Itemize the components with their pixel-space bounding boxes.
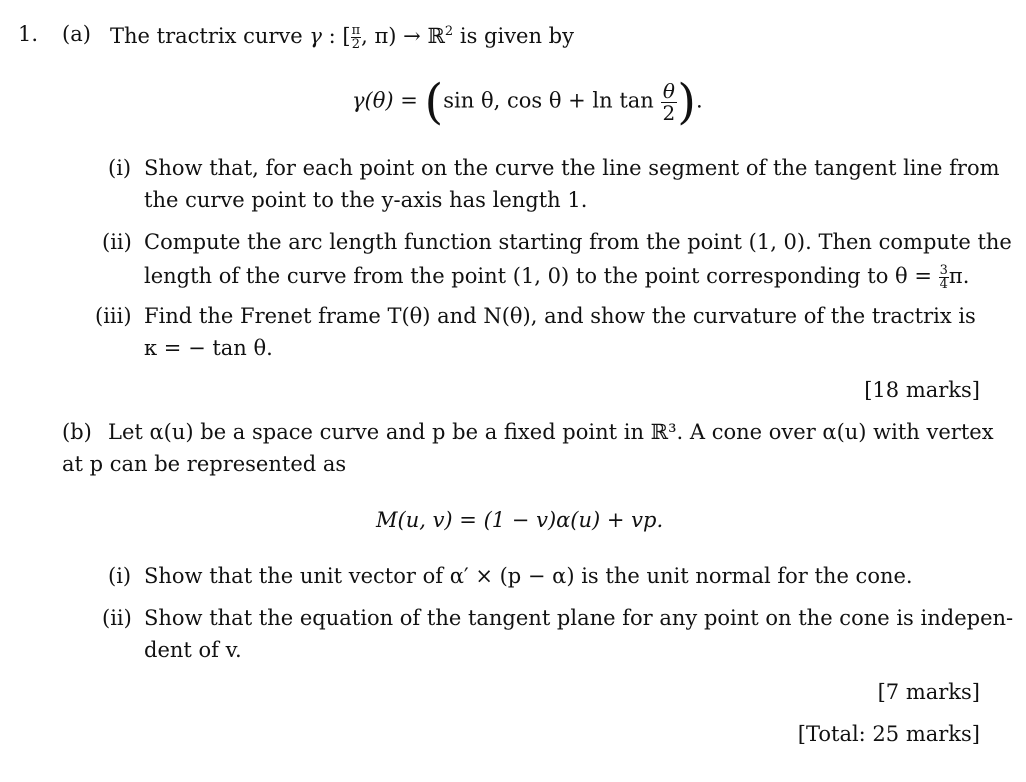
part-b-line1: Let α(u) be a space curve and p be a fixed point in ℝ³. A cone over α(u) with vertex bbox=[108, 420, 994, 444]
formula-lhs: γ(θ) = bbox=[352, 88, 418, 113]
part-b-label: (b) bbox=[62, 420, 92, 444]
part-a-sub-iii-line1: Find the Frenet frame T(θ) and N(θ), and show the curvature of the tractrix is bbox=[144, 304, 976, 328]
part-b-sub-ii-line1: Show that the equation of the tangent plane for any point on the cone is indepen- bbox=[144, 606, 1014, 630]
formula-frac-den: 2 bbox=[662, 100, 676, 125]
part-b-marks: [7 marks] bbox=[877, 680, 980, 704]
domain-close: , π) → ℝ bbox=[361, 24, 445, 48]
part-a-sub-i-label: (i) bbox=[108, 156, 132, 180]
gamma-symbol: γ bbox=[309, 24, 322, 48]
domain-frac-num: π bbox=[351, 23, 361, 38]
intro-end: is given by bbox=[453, 24, 574, 48]
part-b-sub-ii-label: (ii) bbox=[102, 606, 132, 630]
part-a-sub-iii-line2: κ = − tan θ. bbox=[144, 336, 273, 360]
formula-body: sin θ, cos θ + ln tan bbox=[443, 88, 654, 113]
formula-frac-num: θ bbox=[661, 81, 678, 103]
left-paren: ( bbox=[424, 74, 444, 130]
part-a-marks: [18 marks] bbox=[864, 378, 980, 402]
tractrix-formula bbox=[352, 74, 703, 130]
part-b-line2: at p can be represented as bbox=[62, 452, 347, 476]
part-b-sub-i-text: Show that the unit vector of α′ × (p − α) is the unit normal for the cone. bbox=[144, 564, 913, 588]
right-paren: ) bbox=[677, 74, 696, 130]
cone-formula: M(u, v) = (1 − v)α(u) + vp. bbox=[376, 508, 664, 532]
part-a-intro bbox=[110, 24, 574, 51]
part-a-sub-i-line1: Show that, for each point on the curve the line segment of the tangent line from bbox=[144, 156, 1000, 180]
part-a-sub-ii-line1: Compute the arc length function starting from the point (1, 0). Then compute the bbox=[144, 230, 1012, 254]
domain-open: : [ bbox=[321, 24, 351, 48]
sub-ii-frac-num: 3 bbox=[939, 263, 948, 278]
formula-period: . bbox=[695, 88, 703, 113]
part-a-sub-ii-line2 bbox=[144, 264, 969, 291]
three-quarters-fraction bbox=[939, 264, 949, 291]
part-a-sub-ii-label: (ii) bbox=[102, 230, 132, 254]
part-a-sub-iii-label: (iii) bbox=[95, 304, 132, 328]
part-b-sub-ii-line2: dent of v. bbox=[144, 638, 242, 662]
sub-ii-frac-den: 4 bbox=[939, 277, 948, 292]
part-b-sub-i-label: (i) bbox=[108, 564, 132, 588]
sub-ii-line2-text: length of the curve from the point (1, 0) to the point corresponding to θ = bbox=[144, 264, 932, 288]
domain-fraction bbox=[351, 24, 362, 51]
domain-frac-den: 2 bbox=[351, 37, 361, 52]
total-marks: [Total: 25 marks] bbox=[797, 722, 980, 746]
theta-over-2-fraction bbox=[661, 78, 678, 125]
part-a-sub-i-line2: the curve point to the y-axis has length 1. bbox=[144, 188, 588, 212]
r2-superscript: 2 bbox=[444, 24, 454, 39]
sub-ii-end: π. bbox=[948, 264, 970, 288]
question-number: 1. bbox=[18, 22, 39, 46]
part-a-label: (a) bbox=[62, 22, 91, 46]
part-a-intro-text: The tractrix curve bbox=[110, 24, 303, 48]
